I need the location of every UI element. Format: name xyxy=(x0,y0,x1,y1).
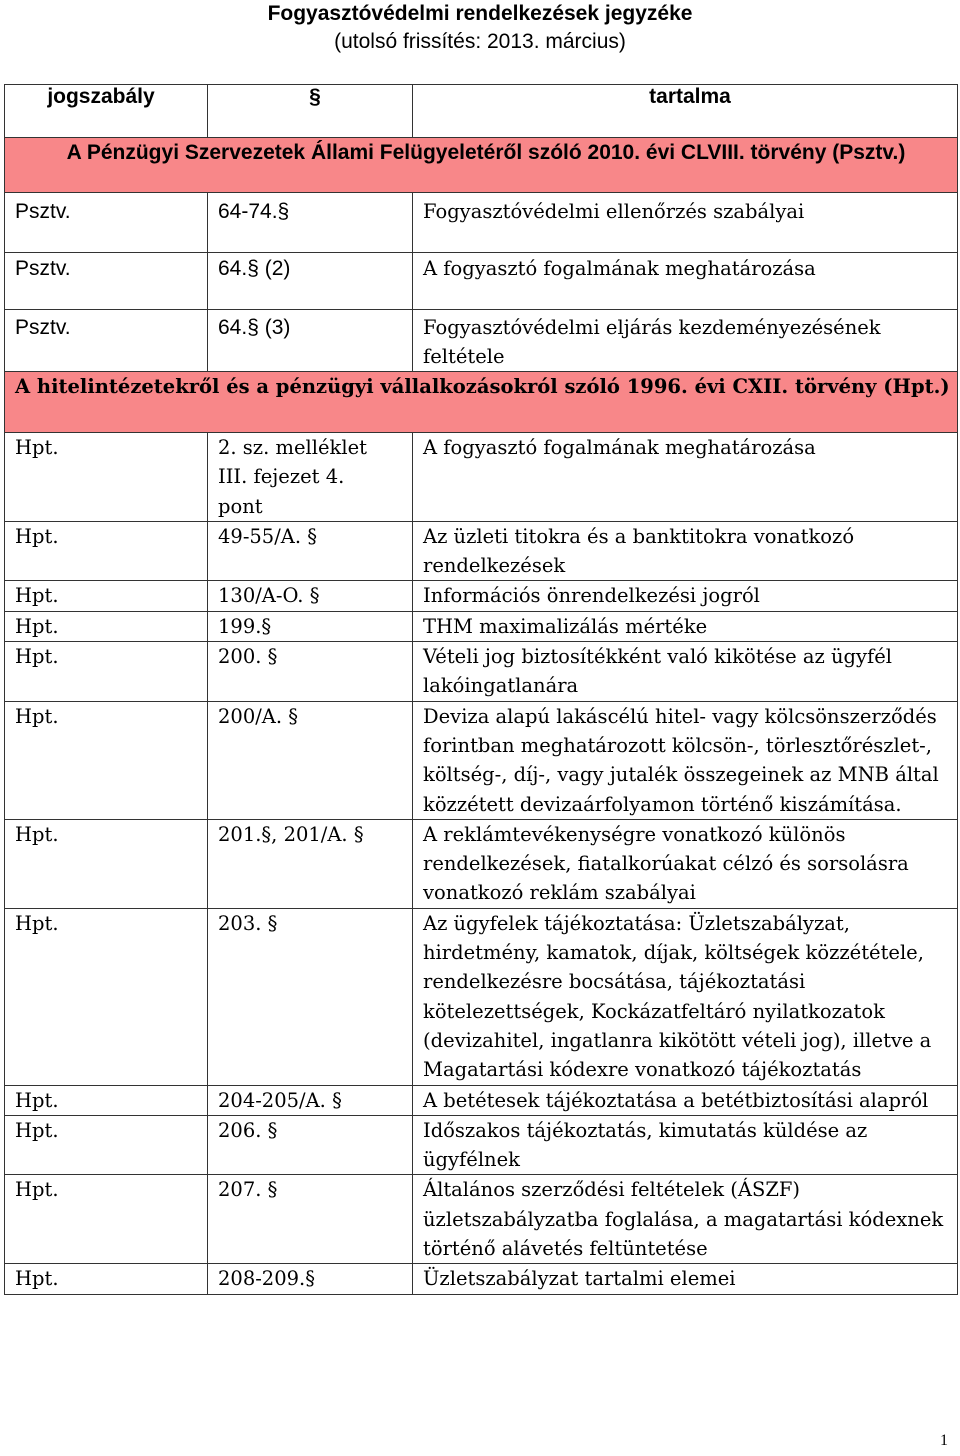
cell-law: Psztv. xyxy=(5,310,208,372)
cell-law: Hpt. xyxy=(5,908,208,1085)
header-section: § xyxy=(208,85,413,138)
header-content: tartalma xyxy=(413,85,958,138)
section-title: A hitelintézetekről és a pénzügyi vállalkozásokról szóló 1996. évi CXII. törvény (Hpt.) xyxy=(5,372,958,433)
table-row xyxy=(5,908,958,1085)
cell-section: 130/A-O. § xyxy=(208,581,413,611)
cell-content: A reklámtevékenységre vonatkozó különös rendelkezések, fiatalkorúakat célzó és sorsolásra vonatkozó reklám szabályai xyxy=(413,819,958,908)
cell-content: Általános szerződési feltételek (ÁSZF) üzletszabályzatba foglalása, a magatartási kódexnek történő alávetés feltüntetése xyxy=(413,1175,958,1264)
cell-law: Hpt. xyxy=(5,611,208,641)
cell-section: 49-55/A. § xyxy=(208,521,413,581)
cell-content: Vételi jog biztosítékként való kikötése az ügyfél lakóingatlanára xyxy=(413,642,958,702)
cell-content: Deviza alapú lakáscélú hitel- vagy kölcsönszerződés forintban meghatározott kölcsön-, törlesztőrészlet-, költség-, díj-, vagy jutalék összegeinek az MNB által közzétett devizaárfolyamon történő kiszámítása. xyxy=(413,701,958,819)
cell-law: Hpt. xyxy=(5,1264,208,1294)
table-header-row xyxy=(5,85,958,138)
document-title: Fogyasztóvédelmi rendelkezések jegyzéke xyxy=(267,2,693,25)
cell-content: A fogyasztó fogalmának meghatározása xyxy=(413,433,958,522)
cell-section: 200. § xyxy=(208,642,413,702)
cell-content: Fogyasztóvédelmi ellenőrzés szabályai xyxy=(413,193,958,253)
document-subtitle: (utolsó frissítés: 2013. március) xyxy=(334,30,626,53)
section-header-hpt xyxy=(5,372,958,433)
cell-content: Az üzleti titokra és a banktitokra vonatkozó rendelkezések xyxy=(413,521,958,581)
table-row xyxy=(5,701,958,819)
cell-content: Információs önrendelkezési jogról xyxy=(413,581,958,611)
table-row xyxy=(5,642,958,702)
section-header-psztv xyxy=(5,138,958,193)
cell-content: A fogyasztó fogalmának meghatározása xyxy=(413,253,958,310)
cell-law: Hpt. xyxy=(5,1175,208,1264)
cell-section: 203. § xyxy=(208,908,413,1085)
cell-section: 64-74.§ xyxy=(208,193,413,253)
table-row xyxy=(5,521,958,581)
table-row xyxy=(5,193,958,253)
page-number: 1 xyxy=(940,1432,948,1449)
regulations-table xyxy=(4,84,958,1295)
cell-content: Az ügyfelek tájékoztatása: Üzletszabályzat, hirdetmény, kamatok, díjak, költségek közzététele, rendelkezésre bocsátása, tájékoztatási kötelezettségek, Kockázatfeltáró nyilatkozatok (devizahitel, ingatlanra kikötött vételi jog), illetve a Magatartási kódexre vonatkozó tájékoztatás xyxy=(413,908,958,1085)
cell-content: Fogyasztóvédelmi eljárás kezdeményezésének feltétele xyxy=(413,310,958,372)
cell-law: Hpt. xyxy=(5,642,208,702)
cell-section: 200/A. § xyxy=(208,701,413,819)
cell-content: THM maximalizálás mértéke xyxy=(413,611,958,641)
cell-law: Psztv. xyxy=(5,193,208,253)
cell-content: Üzletszabályzat tartalmi elemei xyxy=(413,1264,958,1294)
cell-section: 199.§ xyxy=(208,611,413,641)
table-row xyxy=(5,433,958,522)
cell-section: 204-205/A. § xyxy=(208,1085,413,1115)
table-row xyxy=(5,1115,958,1175)
cell-section: 201.§, 201/A. § xyxy=(208,819,413,908)
cell-section: 208-209.§ xyxy=(208,1264,413,1294)
cell-law: Hpt. xyxy=(5,1085,208,1115)
table-row xyxy=(5,1085,958,1115)
cell-section: 206. § xyxy=(208,1115,413,1175)
cell-law: Hpt. xyxy=(5,433,208,522)
table-row xyxy=(5,1264,958,1294)
cell-law: Hpt. xyxy=(5,819,208,908)
cell-section: 64.§ (3) xyxy=(208,310,413,372)
cell-section: 207. § xyxy=(208,1175,413,1264)
cell-law: Hpt. xyxy=(5,581,208,611)
table-row xyxy=(5,581,958,611)
table-row xyxy=(5,819,958,908)
cell-content: A betétesek tájékoztatása a betétbiztosítási alapról xyxy=(413,1085,958,1115)
cell-law: Hpt. xyxy=(5,521,208,581)
cell-law: Psztv. xyxy=(5,253,208,310)
table-row xyxy=(5,1175,958,1264)
header-law: jogszabály xyxy=(5,85,208,138)
table-row xyxy=(5,310,958,372)
cell-section: 64.§ (2) xyxy=(208,253,413,310)
cell-law: Hpt. xyxy=(5,701,208,819)
cell-content: Időszakos tájékoztatás, kimutatás küldése az ügyfélnek xyxy=(413,1115,958,1175)
cell-section: 2. sz. melléklet III. fejezet 4. pont xyxy=(208,433,413,522)
table-row xyxy=(5,611,958,641)
section-title: A Pénzügyi Szervezetek Állami Felügyeletéről szóló 2010. évi CLVIII. törvény (Psztv.) xyxy=(5,138,958,193)
table-row xyxy=(5,253,958,310)
cell-law: Hpt. xyxy=(5,1115,208,1175)
